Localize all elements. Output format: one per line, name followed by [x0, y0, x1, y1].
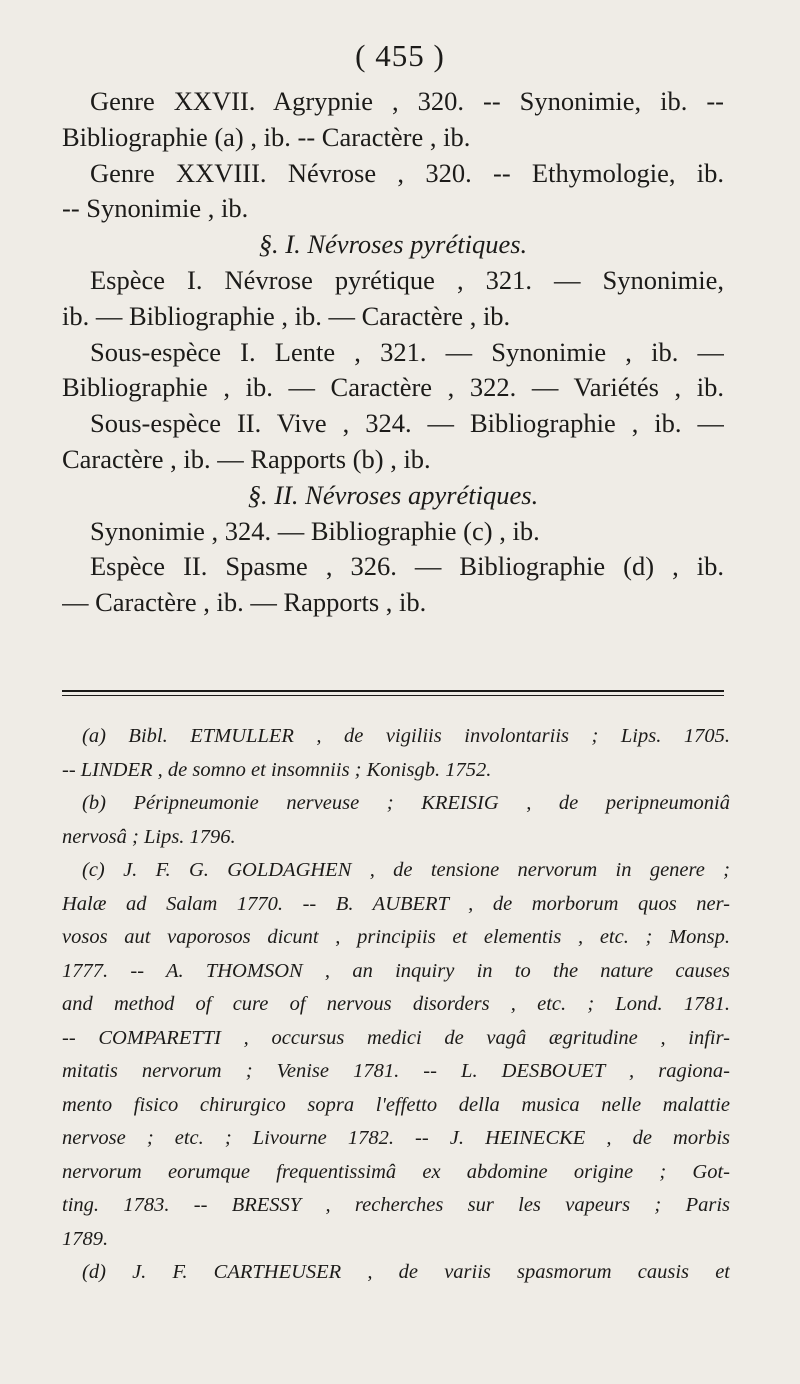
footnote-line: 1789.: [62, 1227, 109, 1250]
footnote-line: (c) J. F. G. GOLDAGHEN , de tensione nervorum in genere ;: [82, 859, 730, 881]
footnote-line: -- LINDER , de somno et insomniis ; Konisgb. 1752.: [62, 758, 492, 781]
body-line: Espèce I. Névrose pyrétique , 321. — Synonimie,: [90, 264, 724, 295]
footnote-divider: [62, 690, 724, 696]
footnote-line: mento fisico chirurgico sopra l'effetto della musica nelle malattie: [62, 1093, 730, 1116]
body-line: Bibliographie , ib. — Caractère , 322. — Variétés , ib.: [62, 372, 724, 403]
footnote-line: ting. 1783. -- BRESSY , recherches sur les vapeurs ; Paris: [62, 1194, 730, 1216]
footnote-line: vosos aut vaporosos dicunt , principiis et elementis , etc. ; Monsp.: [62, 926, 730, 948]
body-line: §. I. Névroses pyrétiques.: [258, 229, 528, 260]
footnote-line: 1777. -- A. THOMSON , an inquiry in to the nature causes: [62, 959, 730, 982]
body-line: — Caractère , ib. — Rapports , ib.: [62, 587, 427, 618]
body-line: Sous-espèce II. Vive , 324. — Bibliographie , ib. —: [90, 408, 724, 439]
body-line: §. II. Névroses apyrétiques.: [247, 479, 539, 510]
footnote-line: -- COMPARETTI , occursus medici de vagâ ægritudine , infir-: [62, 1026, 730, 1049]
page-number: ( 455 ): [355, 38, 445, 73]
footnote-line: (a) Bibl. ETMULLER , de vigiliis involontariis ; Lips. 1705.: [82, 725, 730, 747]
body-line: Sous-espèce I. Lente , 321. — Synonimie , ib. —: [90, 336, 724, 367]
body-line: Espèce II. Spasme , 326. — Bibliographie (d) , ib.: [90, 551, 724, 582]
body-line: Synonimie , 324. — Bibliographie (c) , ib.: [90, 515, 540, 546]
body-line: ib. — Bibliographie , ib. — Caractère , ib.: [62, 300, 511, 331]
body-line: Genre XXVII. Agrypnie , 320. -- Synonimie, ib. --: [90, 86, 724, 116]
body-line: Bibliographie (a) , ib. -- Caractère , ib.: [62, 121, 471, 152]
footnote-line: (d) J. F. CARTHEUSER , de variis spasmorum causis et: [82, 1261, 730, 1283]
footnotes: [62, 720, 730, 1290]
footnote-line: nervose ; etc. ; Livourne 1782. -- J. HEINECKE , de morbis: [62, 1127, 730, 1149]
footnote-line: mitatis nervorum ; Venise 1781. -- L. DESBOUET , ragiona-: [62, 1060, 730, 1082]
footnote-line: nervorum eorumque frequentissimâ ex abdomine origine ; Got-: [62, 1160, 730, 1183]
table-of-contents-text: [62, 84, 724, 621]
footnote-line: and method of cure of nervous disorders , etc. ; Lond. 1781.: [62, 993, 730, 1015]
body-line: Genre XXVIII. Névrose , 320. -- Ethymologie, ib.: [90, 157, 724, 188]
body-line: -- Synonimie , ib.: [62, 193, 249, 224]
footnote-line: nervosâ ; Lips. 1796.: [62, 825, 236, 848]
footnote-line: Halæ ad Salam 1770. -- B. AUBERT , de morborum quos ner-: [62, 892, 730, 915]
footnote-line: (b) Péripneumonie nerveuse ; KREISIG , de peripneumoniâ: [82, 792, 730, 814]
body-line: Caractère , ib. — Rapports (b) , ib.: [62, 443, 431, 474]
